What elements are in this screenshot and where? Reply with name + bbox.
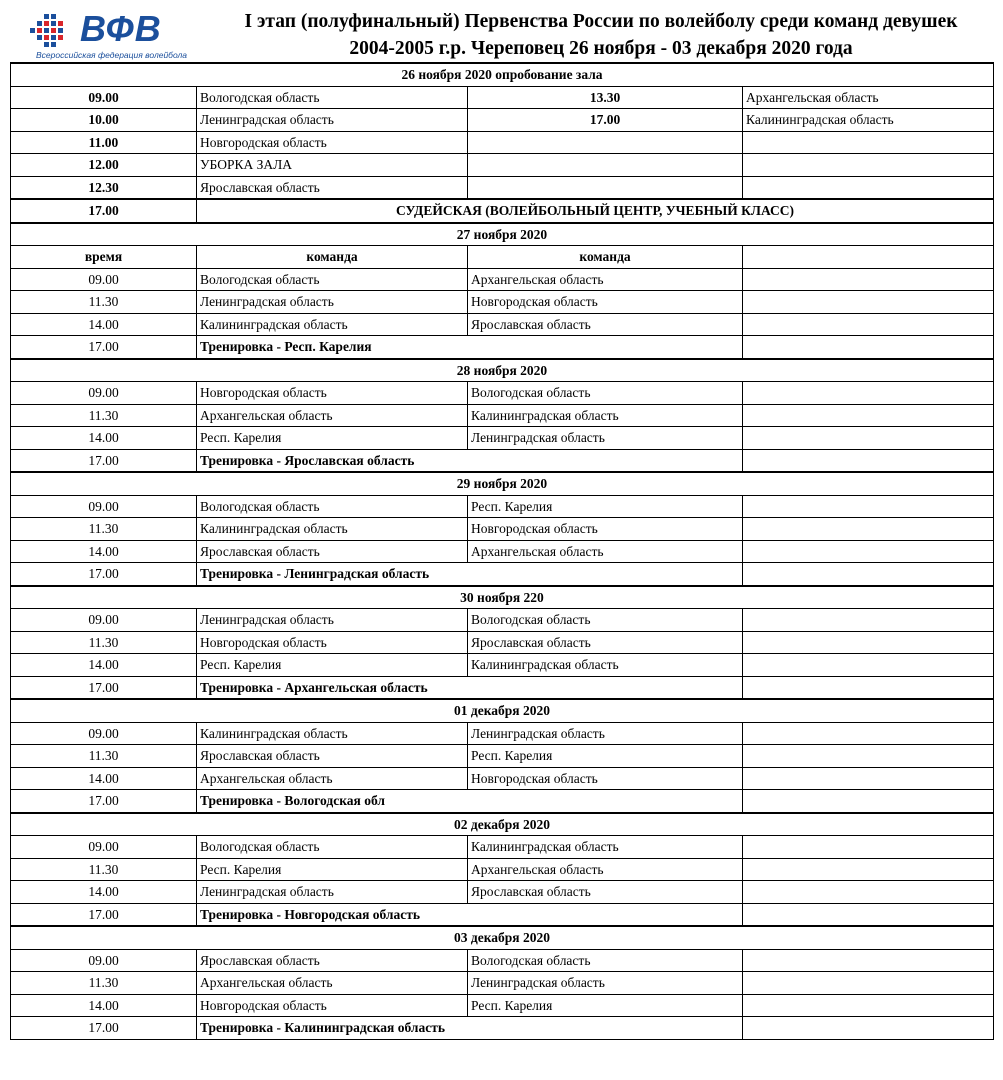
team-cell: Ленинградская область <box>197 609 468 632</box>
time-cell: 17.00 <box>11 199 197 223</box>
time-cell: 11.30 <box>11 972 197 995</box>
column-header-team1: команда <box>197 246 468 269</box>
team-cell: Вологодская область <box>468 609 743 632</box>
time-cell: 11.30 <box>11 631 197 654</box>
empty-cell <box>743 609 994 632</box>
team-cell: Вологодская область <box>197 268 468 291</box>
team-cell: Ярославская область <box>468 313 743 336</box>
team-cell: Архангельская область <box>468 540 743 563</box>
empty-cell <box>743 836 994 859</box>
logo-wordmark: ВФВ <box>80 8 162 49</box>
time-cell: 10.00 <box>11 109 197 132</box>
empty-cell <box>743 131 994 154</box>
time-cell: 09.00 <box>11 268 197 291</box>
training-row <box>11 563 994 586</box>
time-cell: 12.00 <box>11 154 197 177</box>
column-header-row <box>11 246 994 269</box>
team-cell: Архангельская область <box>197 972 468 995</box>
table-row <box>11 609 994 632</box>
day-title: 30 ноября 220 <box>11 586 994 609</box>
time-cell: 14.00 <box>11 767 197 790</box>
empty-cell <box>743 563 994 586</box>
empty-cell <box>743 654 994 677</box>
team-cell: Ленинградская область <box>468 722 743 745</box>
schedule-table <box>10 62 994 1040</box>
table-row <box>11 631 994 654</box>
table-row <box>11 654 994 677</box>
team-cell: Респ. Карелия <box>197 858 468 881</box>
empty-cell <box>468 176 743 199</box>
title-line-2: 2004-2005 г.р. Череповец 26 ноября - 03 декабря 2020 года <box>349 38 853 59</box>
team-cell: Калининградская область <box>743 109 994 132</box>
time-cell: 14.00 <box>11 654 197 677</box>
day-header-row <box>11 813 994 836</box>
time-cell: 17.00 <box>11 903 197 926</box>
team-cell: Ярославская область <box>197 176 468 199</box>
table-row <box>11 109 994 132</box>
training-cell: Тренировка - Ярославская область <box>197 449 743 472</box>
empty-cell <box>743 313 994 336</box>
day-title: 01 декабря 2020 <box>11 699 994 722</box>
day-title: 28 ноября 2020 <box>11 359 994 382</box>
team-cell: Ленинградская область <box>468 972 743 995</box>
table-row <box>11 131 994 154</box>
empty-cell <box>743 631 994 654</box>
empty-cell <box>743 336 994 359</box>
empty-cell <box>743 154 994 177</box>
empty-cell <box>743 495 994 518</box>
time-cell: 11.30 <box>11 745 197 768</box>
team-cell: Вологодская область <box>197 495 468 518</box>
team-cell: Архангельская область <box>197 767 468 790</box>
team-cell: Респ. Карелия <box>468 745 743 768</box>
empty-cell <box>743 972 994 995</box>
time-cell: 17.00 <box>468 109 743 132</box>
training-cell: Тренировка - Калининградская область <box>197 1017 743 1040</box>
empty-cell <box>468 154 743 177</box>
table-row <box>11 404 994 427</box>
time-cell: 17.00 <box>11 790 197 813</box>
training-cell: Тренировка - Ленинградская область <box>197 563 743 586</box>
table-row <box>11 382 994 405</box>
table-row <box>11 858 994 881</box>
time-cell: 14.00 <box>11 313 197 336</box>
column-header-team2: команда <box>468 246 743 269</box>
table-row <box>11 291 994 314</box>
training-row <box>11 449 994 472</box>
team-cell: Респ. Карелия <box>197 427 468 450</box>
team-cell: Калининградская область <box>468 404 743 427</box>
time-cell: 11.30 <box>11 518 197 541</box>
team-cell: Новгородская область <box>197 631 468 654</box>
table-row <box>11 994 994 1017</box>
table-row <box>11 881 994 904</box>
day-title: 26 ноября 2020 опробование зала <box>11 63 994 86</box>
title-line-1: I этап (полуфинальный) Первенства России по волейболу среди команд девушек <box>244 11 958 32</box>
table-row <box>11 313 994 336</box>
empty-cell <box>743 745 994 768</box>
table-row <box>11 495 994 518</box>
team-cell: Ярославская область <box>197 745 468 768</box>
table-row <box>11 949 994 972</box>
day-header-row <box>11 926 994 949</box>
team-cell: Калининградская область <box>468 654 743 677</box>
time-cell: 09.00 <box>11 609 197 632</box>
training-row <box>11 676 994 699</box>
team-cell: Новгородская область <box>468 767 743 790</box>
team-cell: Вологодская область <box>468 382 743 405</box>
training-cell: Тренировка - Респ. Карелия <box>197 336 743 359</box>
day-title: 27 ноября 2020 <box>11 223 994 246</box>
time-cell: 11.30 <box>11 858 197 881</box>
time-cell: 14.00 <box>11 540 197 563</box>
page-title <box>206 8 996 62</box>
vfv-logo <box>28 10 208 60</box>
empty-cell <box>468 131 743 154</box>
table-row <box>11 836 994 859</box>
team-cell: Вологодская область <box>468 949 743 972</box>
day-title: 29 ноября 2020 <box>11 472 994 495</box>
empty-cell <box>743 427 994 450</box>
time-cell: 14.00 <box>11 881 197 904</box>
document-header <box>10 6 992 62</box>
empty-cell <box>743 676 994 699</box>
team-cell: Архангельская область <box>468 858 743 881</box>
team-cell: УБОРКА ЗАЛА <box>197 154 468 177</box>
judges-meeting: СУДЕЙСКАЯ (ВОЛЕЙБОЛЬНЫЙ ЦЕНТР, УЧЕБНЫЙ КЛАСС) <box>197 199 994 223</box>
empty-cell <box>743 722 994 745</box>
team-cell: Архангельская область <box>743 86 994 109</box>
team-cell: Вологодская область <box>197 86 468 109</box>
day-header-row <box>11 359 994 382</box>
training-row <box>11 790 994 813</box>
day-title: 03 декабря 2020 <box>11 926 994 949</box>
empty-cell <box>743 246 994 269</box>
time-cell: 14.00 <box>11 427 197 450</box>
time-cell: 11.30 <box>11 404 197 427</box>
time-cell: 11.00 <box>11 131 197 154</box>
table-row <box>11 972 994 995</box>
training-cell: Тренировка - Новгородская область <box>197 903 743 926</box>
time-cell: 17.00 <box>11 336 197 359</box>
empty-cell <box>743 540 994 563</box>
column-header-time: время <box>11 246 197 269</box>
table-row <box>11 176 994 199</box>
empty-cell <box>743 449 994 472</box>
empty-cell <box>743 790 994 813</box>
team-cell: Новгородская область <box>468 518 743 541</box>
table-row <box>11 427 994 450</box>
team-cell: Архангельская область <box>197 404 468 427</box>
day-header-row <box>11 586 994 609</box>
training-row <box>11 336 994 359</box>
empty-cell <box>743 1017 994 1040</box>
time-cell: 11.30 <box>11 291 197 314</box>
empty-cell <box>743 382 994 405</box>
time-cell: 09.00 <box>11 949 197 972</box>
empty-cell <box>743 404 994 427</box>
table-row <box>11 540 994 563</box>
time-cell: 09.00 <box>11 495 197 518</box>
table-row <box>11 86 994 109</box>
training-row <box>11 903 994 926</box>
time-cell: 17.00 <box>11 563 197 586</box>
empty-cell <box>743 881 994 904</box>
time-cell: 12.30 <box>11 176 197 199</box>
time-cell: 09.00 <box>11 382 197 405</box>
time-cell: 17.00 <box>11 449 197 472</box>
team-cell: Архангельская область <box>468 268 743 291</box>
empty-cell <box>743 903 994 926</box>
team-cell: Ярославская область <box>197 949 468 972</box>
training-cell: Тренировка - Архангельская область <box>197 676 743 699</box>
team-cell: Новгородская область <box>468 291 743 314</box>
day-header-row <box>11 63 994 86</box>
day-header-row <box>11 699 994 722</box>
schedule-body <box>11 63 994 1039</box>
time-cell: 09.00 <box>11 86 197 109</box>
time-cell: 17.00 <box>11 1017 197 1040</box>
team-cell: Калининградская область <box>197 313 468 336</box>
team-cell: Калининградская область <box>468 836 743 859</box>
judges-row <box>11 199 994 223</box>
team-cell: Новгородская область <box>197 131 468 154</box>
table-row <box>11 745 994 768</box>
team-cell: Калининградская область <box>197 518 468 541</box>
training-cell: Тренировка - Вологодская обл <box>197 790 743 813</box>
team-cell: Ленинградская область <box>197 109 468 132</box>
team-cell: Ленинградская область <box>197 291 468 314</box>
empty-cell <box>743 268 994 291</box>
table-row <box>11 268 994 291</box>
team-cell: Ленинградская область <box>197 881 468 904</box>
empty-cell <box>743 994 994 1017</box>
table-row <box>11 154 994 177</box>
team-cell: Новгородская область <box>197 382 468 405</box>
empty-cell <box>743 767 994 790</box>
team-cell: Ярославская область <box>197 540 468 563</box>
team-cell: Ленинградская область <box>468 427 743 450</box>
table-row <box>11 722 994 745</box>
team-cell: Респ. Карелия <box>197 654 468 677</box>
volleyball-grid-icon <box>30 12 76 48</box>
team-cell: Респ. Карелия <box>468 994 743 1017</box>
day-header-row <box>11 223 994 246</box>
training-row <box>11 1017 994 1040</box>
time-cell: 17.00 <box>11 676 197 699</box>
empty-cell <box>743 858 994 881</box>
table-row <box>11 518 994 541</box>
time-cell: 13.30 <box>468 86 743 109</box>
table-row <box>11 767 994 790</box>
team-cell: Респ. Карелия <box>468 495 743 518</box>
empty-cell <box>743 518 994 541</box>
empty-cell <box>743 949 994 972</box>
logo-subtitle: Всероссийская федерация волейбола <box>36 50 188 60</box>
time-cell: 09.00 <box>11 836 197 859</box>
empty-cell <box>743 291 994 314</box>
team-cell: Ярославская область <box>468 631 743 654</box>
team-cell: Новгородская область <box>197 994 468 1017</box>
time-cell: 14.00 <box>11 994 197 1017</box>
day-header-row <box>11 472 994 495</box>
empty-cell <box>743 176 994 199</box>
day-title: 02 декабря 2020 <box>11 813 994 836</box>
team-cell: Калининградская область <box>197 722 468 745</box>
team-cell: Ярославская область <box>468 881 743 904</box>
team-cell: Вологодская область <box>197 836 468 859</box>
time-cell: 09.00 <box>11 722 197 745</box>
